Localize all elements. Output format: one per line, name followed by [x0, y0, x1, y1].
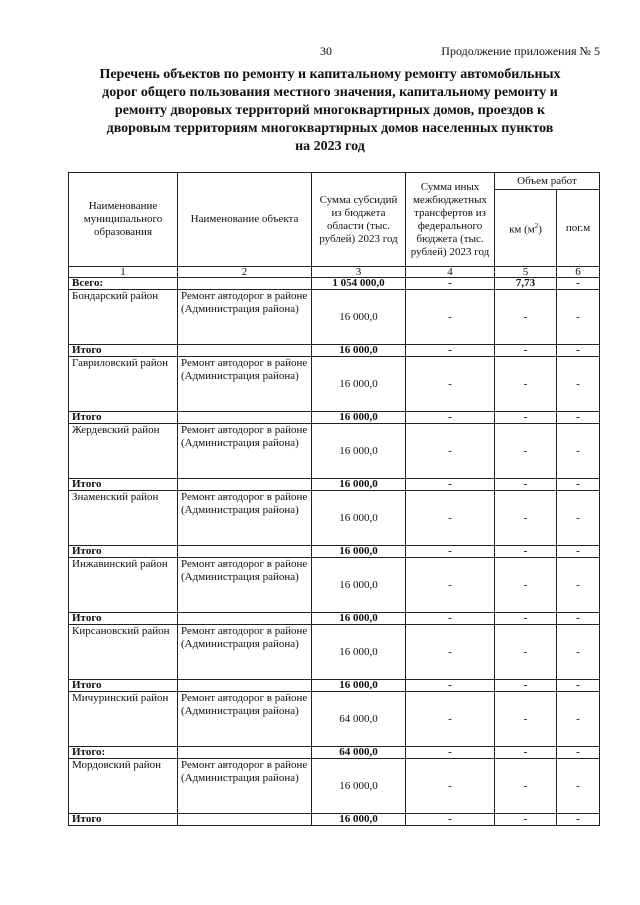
subtotal-pog: - — [557, 412, 600, 424]
km-cell: - — [495, 424, 557, 479]
subtotal-label: Итого — [69, 814, 178, 826]
district-cell: Кирсановский район — [69, 625, 178, 680]
subtotal-row — [69, 680, 600, 692]
subtotal-object — [178, 747, 312, 759]
subtotal-object — [178, 613, 312, 625]
col-number: 2 — [178, 267, 312, 278]
subtotal-label: Итого — [69, 613, 178, 625]
transfers-cell: - — [406, 692, 495, 747]
subtotal-subsidy: 64 000,0 — [312, 747, 406, 759]
subtotal-km: - — [495, 412, 557, 424]
pog-cell: - — [557, 692, 600, 747]
subsidy-cell: 16 000,0 — [312, 424, 406, 479]
col-number: 4 — [406, 267, 495, 278]
header-volume: Объем работ — [495, 173, 600, 190]
subtotal-transfers: - — [406, 345, 495, 357]
subtotal-row — [69, 546, 600, 558]
subtotal-label: Итого — [69, 412, 178, 424]
pog-cell: - — [557, 357, 600, 412]
km-cell: - — [495, 290, 557, 345]
subsidy-cell: 64 000,0 — [312, 692, 406, 747]
subtotal-label: Итого: — [69, 747, 178, 759]
district-cell: Гавриловский район — [69, 357, 178, 412]
header-km-sup: 2 — [534, 221, 539, 230]
subtotal-row — [69, 345, 600, 357]
header-pog: пог.м — [557, 190, 600, 267]
table-row — [69, 558, 600, 613]
title-line: дорог общего пользования местного значения, капитальному ремонту и — [102, 85, 558, 100]
object-cell: Ремонт автодорог в районе (Администрация района) — [178, 357, 312, 412]
subtotal-km: - — [495, 613, 557, 625]
subtotal-label: Итого — [69, 546, 178, 558]
grand-total-row — [69, 278, 600, 290]
object-cell: Ремонт автодорог в районе (Администрация района) — [178, 558, 312, 613]
col-number: 1 — [69, 267, 178, 278]
subtotal-km: - — [495, 479, 557, 491]
subsidy-cell: 16 000,0 — [312, 357, 406, 412]
km-cell: - — [495, 759, 557, 814]
subsidy-cell: 16 000,0 — [312, 625, 406, 680]
subtotal-subsidy: 16 000,0 — [312, 613, 406, 625]
subtotal-subsidy: 16 000,0 — [312, 814, 406, 826]
grand-total-label: Всего: — [69, 278, 178, 290]
pog-cell: - — [557, 759, 600, 814]
subtotal-transfers: - — [406, 814, 495, 826]
title-line: ремонту дворовых территорий многоквартирных домов, проездов к — [114, 103, 546, 118]
col-number: 5 — [495, 267, 557, 278]
subtotal-transfers: - — [406, 412, 495, 424]
transfers-cell: - — [406, 625, 495, 680]
district-cell: Бондарский район — [69, 290, 178, 345]
subtotal-row — [69, 747, 600, 759]
subtotal-km: - — [495, 814, 557, 826]
subtotal-subsidy: 16 000,0 — [312, 680, 406, 692]
subtotal-object — [178, 345, 312, 357]
subtotal-subsidy: 16 000,0 — [312, 412, 406, 424]
subtotal-object — [178, 412, 312, 424]
subtotal-km: - — [495, 680, 557, 692]
subtotal-transfers: - — [406, 613, 495, 625]
object-cell: Ремонт автодорог в районе (Администрация района) — [178, 290, 312, 345]
transfers-cell: - — [406, 290, 495, 345]
object-cell: Ремонт автодорог в районе (Администрация района) — [178, 692, 312, 747]
district-cell: Инжавинский район — [69, 558, 178, 613]
subtotal-pog: - — [557, 345, 600, 357]
district-cell: Мичуринский район — [69, 692, 178, 747]
transfers-cell: - — [406, 558, 495, 613]
pog-cell: - — [557, 558, 600, 613]
table-row — [69, 759, 600, 814]
subtotal-transfers: - — [406, 680, 495, 692]
subtotal-transfers: - — [406, 747, 495, 759]
header-km-label: км (м — [509, 223, 535, 236]
object-cell: Ремонт автодорог в районе (Администрация района) — [178, 625, 312, 680]
header-km-close: ) — [538, 223, 542, 236]
subtotal-pog: - — [557, 680, 600, 692]
subtotal-subsidy: 16 000,0 — [312, 345, 406, 357]
transfers-cell: - — [406, 357, 495, 412]
table-row — [69, 491, 600, 546]
grand-total-pog: - — [557, 278, 600, 290]
subtotal-km: - — [495, 747, 557, 759]
header-transfers: Сумма иных межбюджетных трансфертов из федерального бюджета (тыс. рублей) 2023 год — [406, 173, 495, 267]
subtotal-pog: - — [557, 546, 600, 558]
subsidy-cell: 16 000,0 — [312, 491, 406, 546]
subtotal-object — [178, 680, 312, 692]
col-number: 6 — [557, 267, 600, 278]
subtotal-km: - — [495, 345, 557, 357]
title-line: дворовым территориям многоквартирных домов населенных пунктов — [106, 121, 554, 136]
subtotal-object — [178, 546, 312, 558]
grand-total-km: 7,73 — [495, 278, 557, 290]
header-km — [495, 190, 557, 267]
title-line: на 2023 год — [295, 139, 365, 154]
subtotal-row — [69, 613, 600, 625]
appendix-label: Продолжение приложения № 5 — [441, 44, 600, 58]
subtotal-transfers: - — [406, 546, 495, 558]
transfers-cell: - — [406, 491, 495, 546]
pog-cell: - — [557, 625, 600, 680]
subtotal-pog: - — [557, 814, 600, 826]
km-cell: - — [495, 558, 557, 613]
subtotal-subsidy: 16 000,0 — [312, 546, 406, 558]
table-row — [69, 625, 600, 680]
page-number: 30 — [320, 44, 332, 58]
district-cell: Знаменский район — [69, 491, 178, 546]
subtotal-row — [69, 479, 600, 491]
transfers-cell: - — [406, 759, 495, 814]
transfers-cell: - — [406, 424, 495, 479]
km-cell: - — [495, 625, 557, 680]
subtotal-subsidy: 16 000,0 — [312, 479, 406, 491]
col-number: 3 — [312, 267, 406, 278]
km-cell: - — [495, 491, 557, 546]
subtotal-pog: - — [557, 613, 600, 625]
subtotal-label: Итого — [69, 345, 178, 357]
km-cell: - — [495, 357, 557, 412]
subtotal-label: Итого — [69, 680, 178, 692]
title-line: Перечень объектов по ремонту и капитальному ремонту автомобильных — [99, 67, 561, 82]
grand-total-subsidy: 1 054 000,0 — [312, 278, 406, 290]
km-cell: - — [495, 692, 557, 747]
pog-cell: - — [557, 491, 600, 546]
subtotal-label: Итого — [69, 479, 178, 491]
grand-total-object — [178, 278, 312, 290]
header-subsidy: Сумма субсидий из бюджета области (тыс. рублей) 2023 год — [312, 173, 406, 267]
subtotal-pog: - — [557, 479, 600, 491]
subtotal-pog: - — [557, 747, 600, 759]
header-object: Наименование объекта — [178, 173, 312, 267]
table-row — [69, 290, 600, 345]
subsidy-cell: 16 000,0 — [312, 290, 406, 345]
subtotal-object — [178, 479, 312, 491]
subtotal-transfers: - — [406, 479, 495, 491]
objects-table — [68, 172, 600, 826]
header-municipality: Наименование муниципального образования — [69, 173, 178, 267]
subtotal-km: - — [495, 546, 557, 558]
subtotal-object — [178, 814, 312, 826]
subsidy-cell: 16 000,0 — [312, 759, 406, 814]
table-row — [69, 692, 600, 747]
district-cell: Жердевский район — [69, 424, 178, 479]
object-cell: Ремонт автодорог в районе (Администрация района) — [178, 759, 312, 814]
object-cell: Ремонт автодорог в районе (Администрация района) — [178, 491, 312, 546]
document-title — [70, 66, 590, 156]
subtotal-row — [69, 814, 600, 826]
subsidy-cell: 16 000,0 — [312, 558, 406, 613]
table-row — [69, 357, 600, 412]
pog-cell: - — [557, 424, 600, 479]
table-row — [69, 424, 600, 479]
grand-total-transfers: - — [406, 278, 495, 290]
pog-cell: - — [557, 290, 600, 345]
subtotal-row — [69, 412, 600, 424]
district-cell: Мордовский район — [69, 759, 178, 814]
object-cell: Ремонт автодорог в районе (Администрация района) — [178, 424, 312, 479]
